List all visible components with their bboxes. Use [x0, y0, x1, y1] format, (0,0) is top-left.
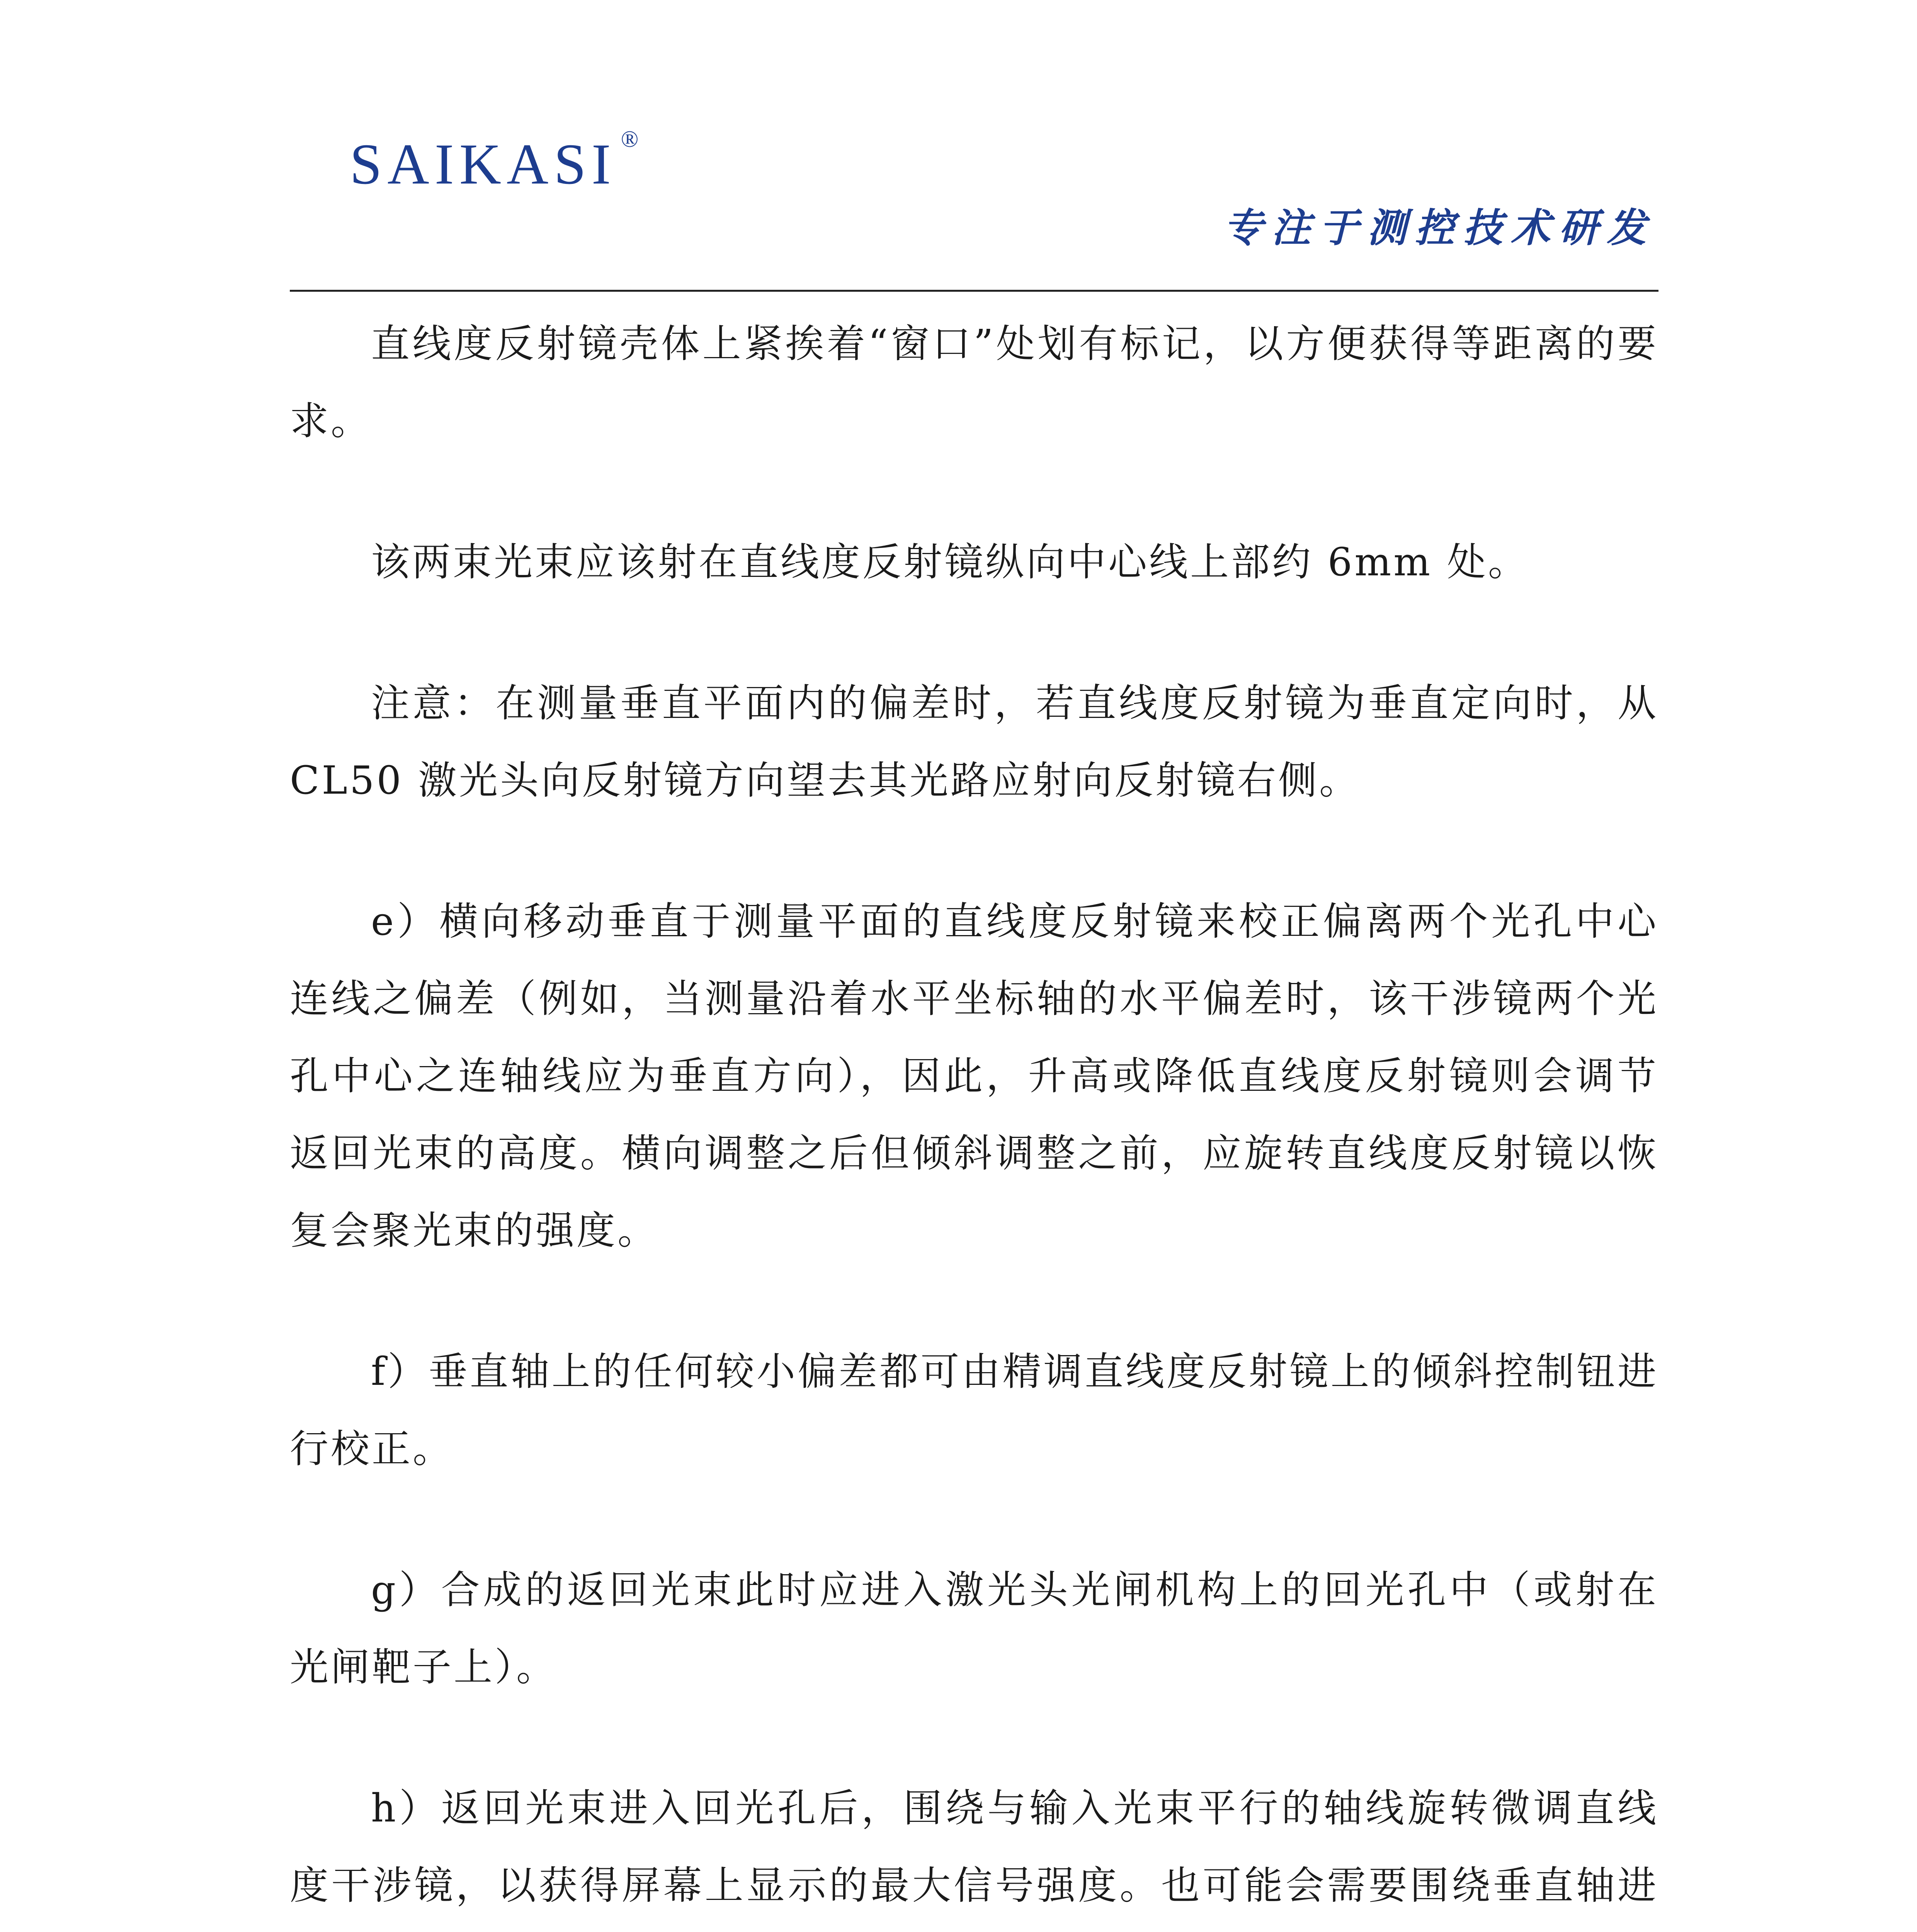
paragraph: 注意：在测量垂直平面内的偏差时，若直线度反射镜为垂直定向时，从 CL50 激光头向反射镜方向望去其光路应射向反射镜右侧。 [290, 680, 1658, 803]
paragraph: e）横向移动垂直于测量平面的直线度反射镜来校正偏离两个光孔中心连线之偏差（例如，当测量沿着水平坐标轴的水平偏差时，该干涉镜两个光孔中心之连轴线应为垂直方向），因此，升高或降低直线度反射镜则会调节返回光束的高度。横向调整之后但倾斜调整之前，应旋转直线度反射镜以恢复会聚光束的强度。 [290, 899, 1658, 1253]
paragraph: 该两束光束应该射在直线度反射镜纵向中心线上部约 6mm 处。 [371, 539, 1529, 585]
header-slogan: 专注于测控技术研发 [1223, 205, 1655, 251]
page-header [290, 128, 1658, 294]
paragraph: h）返回光束进入回光孔后，围绕与输入光束平行的轴线旋转微调直线度干涉镜，以获得屏幕上显示的最大信号强度。也可能会需要围绕垂直轴进 [290, 1786, 1658, 1908]
page-body [290, 305, 1658, 1932]
paragraph: g）合成的返回光束此时应进入激光头光闸机构上的回光孔中（或射在光闸靶子上）。 [290, 1567, 1658, 1690]
paragraph: f）垂直轴上的任何较小偏差都可由精调直线度反射镜上的倾斜控制钮进行校正。 [290, 1349, 1658, 1471]
brand-name: SAIKASI [350, 132, 616, 196]
paragraph: 直线度反射镜壳体上紧挨着“窗口”处划有标记，以方便获得等距离的要求。 [290, 321, 1658, 444]
header-divider [290, 290, 1658, 292]
brand-logo [350, 126, 639, 196]
registered-mark: ® [621, 126, 639, 152]
